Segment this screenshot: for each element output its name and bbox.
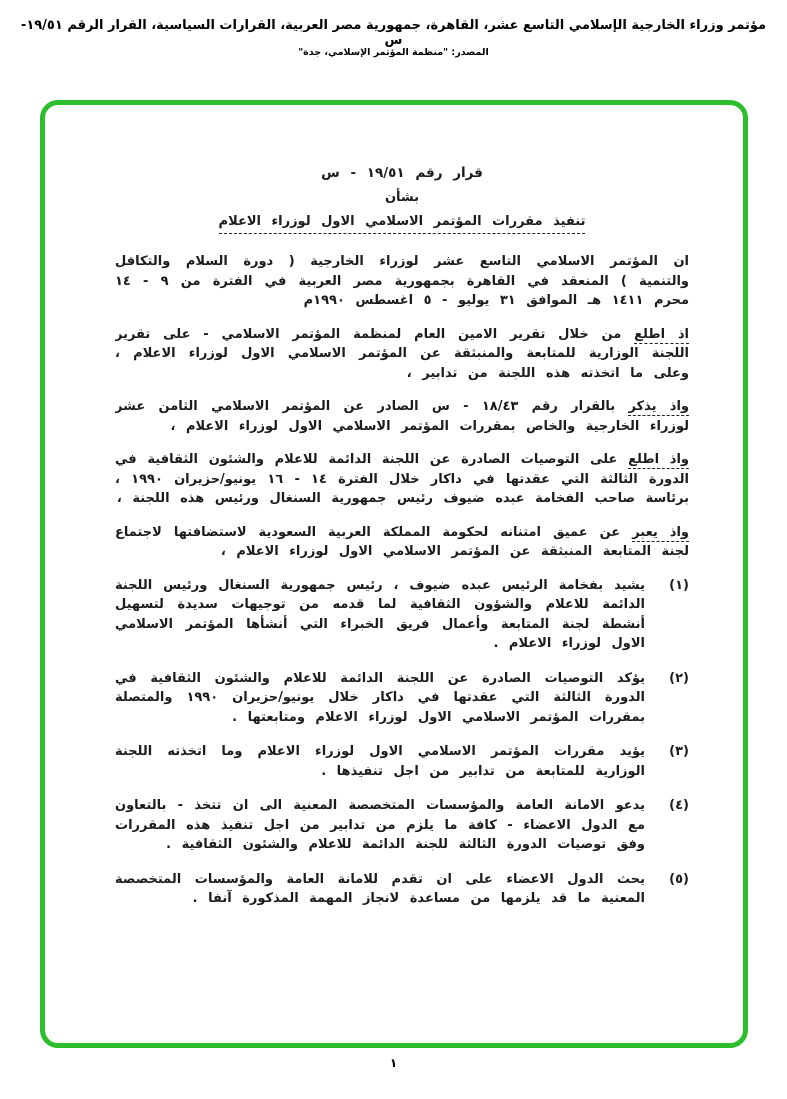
- item-text: يشيد بفخامة الرئيس عبده ضيوف ، رئيس جمهورية السنغال ورئيس اللجنة الدائمة للاعلام والشؤون الثقافية لما قدمه من توجيهات سديدة لتسهيل أنشطة لجنة المتابعة وأعمال فريق الخبراء التي أنشأها المؤتمر الاسلامي الاول لوزراء الاعلام .: [115, 577, 645, 652]
- item-number: (٢): [669, 670, 689, 686]
- paragraph-text: عن عميق امتنانه لحكومة المملكة العربية السعودية لاستضافتها لاجتماع لجنة المتابعة المنبثقة عن المؤتمر الاسلامي الاول لوزراء الاعلام ،: [115, 524, 689, 560]
- resolution-item: [115, 669, 689, 728]
- preamble-paragraph: [115, 450, 689, 509]
- paragraph-text: على التوصيات الصادرة عن اللجنة الدائمة للاعلام والشئون الثقافية في الدورة الثالثة التي عقدتها في داكار خلال الفترة ١٤ - ١٦ يونيو/حزيران ١٩٩٠ ، برئاسة صاحب الفخامة عبده ضيوف رئيس جمهورية السنغال ورئيس هذه اللجنة ،: [115, 452, 689, 507]
- item-number: (١): [669, 577, 689, 593]
- item-text: يحث الدول الاعضاء على ان تقدم للامانة العامة والمؤسسات المتخصصة المعنية ما قد يلزمها من مساعدة لانجاز المهمة المذكورة آنفا .: [115, 871, 645, 907]
- resolution-item: [115, 742, 689, 781]
- item-number: (٥): [669, 871, 689, 887]
- resolution-subject: تنفيذ مقررات المؤتمر الاسلامي الاول لوزراء الاعلام: [219, 212, 586, 235]
- paragraph-text: من خلال تقرير الامين العام لمنظمة المؤتمر الاسلامي - على تقرير اللجنة الوزارية للمتابعة والمنبثقة عن المؤتمر الاسلامي الاول لوزراء الاعلام ، وعلى ما اتخذته هذه اللجنة من تدابير ،: [115, 326, 689, 381]
- item-text: يدعو الامانة العامة والمؤسسات المتخصصة المعنية الى ان تتخذ - بالتعاون مع الدول الاعضاء - كافة ما يلزم من تدابير من اجل تنفيذ هذه المقررات وفق توصيات الدورة الثالثة للجنة الدائمة للاعلام والشئون الثقافية .: [115, 798, 645, 853]
- item-text: يؤكد التوصيات الصادرة عن اللجنة الدائمة للاعلام والشئون الثقافية في الدورة الثالثة التي عقدتها في داكار خلال يونيو/حزيران ١٩٩٠ والمتصلة بمقررات المؤتمر الاسلامي الاول لوزراء الاعلام ومتابعتها .: [115, 670, 646, 725]
- preamble-paragraph: [115, 523, 689, 562]
- resolution-title-block: [115, 163, 689, 234]
- header-title: مؤتمر وزراء الخارجية الإسلامي التاسع عشر، القاهرة، جمهورية مصر العربية، القرارات السياسية، القرار الرقم ١٩/٥١-س: [20, 18, 767, 48]
- item-number: (٤): [669, 798, 689, 814]
- paragraph-lead: اذ اطلع: [634, 326, 689, 342]
- resolution-subject-wrap: [115, 212, 689, 235]
- paragraph-lead: واذ اطلع: [628, 452, 689, 468]
- resolution-item: [115, 576, 689, 654]
- document-frame: [40, 100, 748, 1048]
- resolution-item: [115, 796, 689, 855]
- header-source: المصدر: "منظمة المؤتمر الإسلامي، جدة": [298, 47, 489, 58]
- resolution-number: قرار رقم ١٩/٥١ - س: [321, 165, 483, 181]
- preamble-paragraph: [115, 325, 689, 384]
- item-text: يؤيد مقررات المؤتمر الاسلامي الاول لوزراء الاعلام وما اتخذته اللجنة الوزارية للمتابعة من تدابير من اجل تنفيذها .: [115, 744, 645, 779]
- document-body: [115, 163, 689, 1019]
- paragraph-text: ان المؤتمر الاسلامي التاسع عشر لوزراء الخارجية ( دورة السلام والتكافل والتنمية ) المنعقد في القاهرة بجمهورية مصر العربية في الفترة من ٩ - ١٤ محرم ١٤١١ هـ الموافق ٣١ يوليو - ٥ اغسطس ١٩٩٠م: [115, 254, 689, 309]
- paragraph-lead: واذ يذكر: [628, 399, 689, 415]
- resolution-subtitle: بشأن: [384, 190, 420, 206]
- paragraph-lead: واذ يعبر: [632, 524, 689, 540]
- paragraph-text: بالقرار رقم ١٨/٤٣ - س الصادر عن المؤتمر الاسلامي الثامن عشر لوزراء الخارجية والخاص بمقررات المؤتمر الاسلامي الاول لوزراء الاعلام ،: [115, 399, 689, 434]
- item-number: (٣): [669, 744, 689, 760]
- preamble-paragraph: [115, 252, 689, 311]
- resolution-item: [115, 870, 689, 909]
- page-number: ١: [389, 1056, 398, 1070]
- preamble-paragraph: [115, 397, 689, 436]
